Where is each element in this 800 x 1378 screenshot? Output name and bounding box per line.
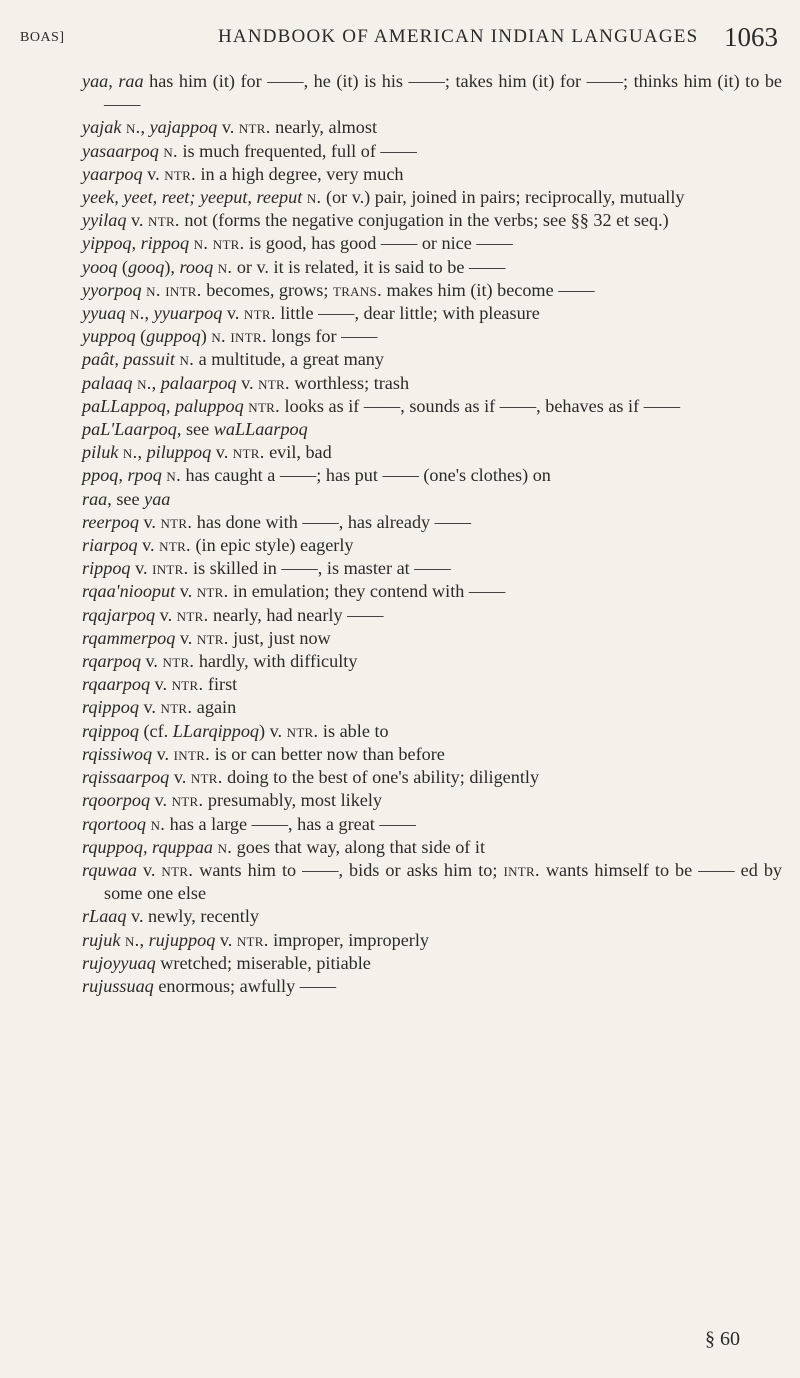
headword: rLaaq: [82, 906, 127, 927]
dictionary-entry: [82, 488, 782, 511]
grammar-abbrev: intr.: [165, 279, 202, 300]
entry-text: worthless; trash: [289, 372, 410, 393]
dictionary-entry: [82, 256, 782, 279]
grammar-abbrev: intr.: [152, 558, 189, 579]
headword: paLLappoq, paluppoq: [82, 395, 244, 416]
entry-list: [82, 70, 782, 998]
grammar-abbrev: n.: [125, 117, 141, 138]
headword: gooq: [127, 256, 165, 277]
entry-text: is skilled in ——, is master at ——: [188, 558, 451, 579]
dictionary-entry: [82, 975, 782, 998]
headword: raa: [82, 488, 108, 509]
dictionary-entry: [82, 279, 782, 302]
grammar-abbrev: ntr.: [232, 442, 265, 463]
headword: rqissiwoq: [82, 743, 153, 764]
headword: palaarpoq: [160, 372, 237, 393]
dictionary-entry: [82, 186, 782, 209]
grammar-abbrev: ntr.: [196, 627, 229, 648]
grammar-abbrev: n.: [129, 303, 145, 324]
headword: rujuppoq: [148, 929, 216, 950]
grammar-abbrev: intr.: [503, 859, 540, 880]
entry-text: goes that way, along that side of it: [232, 836, 486, 857]
grammar-abbrev: n.: [124, 929, 140, 950]
dictionary-entry: [82, 859, 782, 905]
grammar-abbrev: ntr.: [258, 372, 290, 393]
grammar-abbrev: intr.: [173, 743, 211, 764]
entry-text: (: [135, 326, 147, 347]
book-title: HANDBOOK OF AMERICAN INDIAN LANGUAGES: [218, 26, 699, 47]
grammar-abbrev: ntr.: [159, 535, 191, 556]
entry-text: improper, improperly: [268, 929, 430, 950]
headword: yyuarpoq: [153, 303, 223, 324]
dictionary-entry: [82, 511, 782, 534]
grammar-abbrev: n.: [211, 326, 226, 347]
grammar-abbrev: n.: [217, 256, 233, 277]
entry-text: just, just now: [228, 627, 331, 648]
entry-text: v.: [136, 859, 162, 880]
entry-text: v.: [137, 535, 160, 556]
dictionary-entry: [82, 325, 782, 348]
entry-text: wants him to ——, bids or asks him to;: [193, 859, 504, 880]
grammar-abbrev: ntr.: [164, 163, 196, 184]
entry-text: ,: [144, 303, 154, 324]
grammar-abbrev: ntr.: [171, 790, 204, 811]
dictionary-entry: [82, 140, 782, 163]
dictionary-entry: [82, 720, 782, 743]
headword: piluk: [82, 442, 119, 463]
entry-text: has a large ——, has a great ——: [165, 813, 416, 834]
headword: yuppoq: [82, 326, 136, 347]
grammar-abbrev: ntr.: [248, 395, 280, 416]
headword: yasaarpoq: [82, 140, 159, 161]
entry-text: v.: [142, 163, 165, 184]
headword: rqippoq: [82, 720, 139, 741]
headword: rqippoq: [82, 697, 139, 718]
headword: rujuk: [82, 929, 121, 950]
entry-text: is good, has good —— or nice ——: [244, 233, 513, 254]
grammar-abbrev: n.: [163, 140, 178, 161]
grammar-abbrev: ntr.: [160, 511, 193, 532]
entry-text: v.: [140, 651, 163, 672]
grammar-abbrev: ntr.: [190, 767, 223, 788]
grammar-abbrev: n.: [137, 372, 152, 393]
entry-text: v.: [150, 790, 172, 811]
entry-text: presumably, most likely: [203, 790, 383, 811]
entry-text: in a high degree, very much: [195, 163, 404, 184]
dictionary-entry: [82, 116, 782, 139]
entry-text: v.: [211, 442, 233, 463]
grammar-abbrev: n.: [146, 279, 161, 300]
entry-text: has done with ——, has already ——: [192, 511, 472, 532]
dictionary-entry: [82, 929, 782, 952]
entry-text: v.: [150, 674, 172, 695]
entry-text: ,: [151, 372, 161, 393]
entry-text: longs for ——: [266, 326, 378, 347]
page-number: 1063: [724, 22, 778, 52]
headword: rqoorpoq: [82, 790, 151, 811]
entry-text: in emulation; they contend with ——: [228, 581, 506, 602]
entry-text: enormous; awfully ——: [153, 975, 337, 996]
dictionary-entry: [82, 163, 782, 186]
headword: rujoyyuaq: [82, 952, 156, 973]
entry-text: v.: [138, 511, 161, 532]
grammar-abbrev: ntr.: [212, 233, 245, 254]
headword: rqarpoq: [82, 651, 141, 672]
grammar-abbrev: ntr.: [286, 720, 319, 741]
entry-text: doing to the best of one's ability; diligently: [222, 767, 540, 788]
headword: riarpoq: [82, 535, 138, 556]
grammar-abbrev: ntr.: [243, 303, 276, 324]
grammar-abbrev: n.: [179, 349, 195, 370]
entry-text: (: [117, 256, 128, 277]
grammar-abbrev: n.: [122, 442, 138, 463]
grammar-abbrev: ntr.: [196, 581, 229, 602]
dictionary-entry: [82, 580, 782, 603]
headword: yyilaq: [82, 210, 127, 231]
entry-text: ,: [139, 929, 149, 950]
headword: rqajarpoq: [82, 604, 156, 625]
entry-text: (or v.) pair, joined in pairs; reciprocally, mutually: [321, 187, 685, 208]
headword: rquwaa: [82, 859, 137, 880]
entry-text: v.: [175, 581, 197, 602]
dictionary-entry: [82, 441, 782, 464]
dictionary-entry: [82, 766, 782, 789]
grammar-abbrev: trans.: [332, 279, 382, 300]
grammar-abbrev: n.: [306, 187, 322, 208]
headword: yajak: [82, 117, 122, 138]
dictionary-entry: [82, 650, 782, 673]
headword: LLarqippoq: [172, 720, 260, 741]
entry-text: has caught a ——; has put —— (one's clothes) on: [180, 465, 551, 486]
entry-text: ),: [164, 256, 180, 277]
entry-text: has him (it) for ——, he (it) is his ——; takes him (it) for ——; thinks him (it) to be ——: [104, 71, 782, 115]
dictionary-entry: [82, 418, 782, 441]
dictionary-entry: [82, 789, 782, 812]
entry-text: wretched; miserable, pitiable: [155, 952, 371, 973]
headword: palaaq: [82, 372, 133, 393]
entry-text: v.: [175, 627, 197, 648]
entry-text: v.: [138, 697, 161, 718]
entry-text: v.: [236, 372, 259, 393]
dictionary-entry: [82, 348, 782, 371]
entry-text: ): [200, 326, 212, 347]
entry-text: v. newly, recently: [126, 906, 259, 927]
entry-text: makes him (it) become ——: [381, 279, 595, 300]
headword: yaarpoq: [82, 163, 143, 184]
entry-text: (cf.: [138, 720, 173, 741]
headword: rquppoq, rquppaa: [82, 836, 214, 857]
entry-text: not (forms the negative conjugation in the verbs; see §§ 32 et seq.): [179, 210, 669, 231]
section-marker: § 60: [705, 1328, 740, 1350]
entry-text: v.: [126, 210, 149, 231]
dictionary-entry: [82, 673, 782, 696]
headword: rujussuaq: [82, 975, 154, 996]
entry-text: nearly, had nearly ——: [208, 604, 384, 625]
entry-text: ,: [137, 442, 147, 463]
entry-text: evil, bad: [264, 442, 332, 463]
dictionary-entry: [82, 372, 782, 395]
entry-text: ,: [140, 117, 150, 138]
entry-text: , see: [176, 419, 214, 440]
dictionary-entry: [82, 627, 782, 650]
dictionary-entry: [82, 464, 782, 487]
entry-text: (in epic style) eagerly: [190, 535, 354, 556]
headword: guppoq: [146, 326, 201, 347]
headword: rqortooq: [82, 813, 147, 834]
headword: rqissaarpoq: [82, 767, 170, 788]
entry-text: v.: [130, 558, 153, 579]
entry-text: looks as if ——, sounds as if ——, behaves as if ——: [280, 395, 681, 416]
grammar-abbrev: ntr.: [148, 210, 180, 231]
author-tag: BOAS]: [20, 30, 65, 45]
headword: rqammerpoq: [82, 627, 176, 648]
entry-text: is able to: [318, 720, 389, 741]
dictionary-entry: [82, 952, 782, 975]
dictionary-entry: [82, 557, 782, 580]
dictionary-entry: [82, 302, 782, 325]
dictionary-entry: [82, 209, 782, 232]
entry-text: little ——, dear little; with pleasure: [275, 303, 540, 324]
grammar-abbrev: ntr.: [171, 674, 204, 695]
entry-text: is much frequented, full of ——: [177, 140, 417, 161]
grammar-abbrev: ntr.: [238, 117, 271, 138]
grammar-abbrev: n.: [150, 813, 166, 834]
headword: rooq: [179, 256, 214, 277]
dictionary-entry: [82, 743, 782, 766]
entry-text: nearly, almost: [270, 117, 377, 138]
grammar-abbrev: ntr.: [161, 859, 194, 880]
grammar-abbrev: ntr.: [236, 929, 269, 950]
headword: yaa, raa: [82, 71, 144, 91]
dictionary-entry: [82, 604, 782, 627]
entry-text: becomes, grows;: [201, 279, 333, 300]
dictionary-entry: [82, 905, 782, 928]
headword: yyuaq: [82, 303, 126, 324]
grammar-abbrev: ntr.: [162, 651, 195, 672]
entry-text: a multitude, a great many: [194, 349, 384, 370]
grammar-abbrev: n.: [217, 836, 233, 857]
headword: paât, passuit: [82, 349, 175, 370]
entry-text: v.: [155, 604, 177, 625]
grammar-abbrev: n.: [166, 465, 181, 486]
headword: reerpoq: [82, 511, 139, 532]
grammar-abbrev: intr.: [230, 326, 267, 347]
headword: rippoq: [82, 558, 131, 579]
entry-text: first: [203, 674, 238, 695]
headword: yooq: [82, 256, 118, 277]
headword: yajappoq: [149, 117, 218, 138]
dictionary-entry: [82, 395, 782, 418]
entry-text: wants himself to be —— ed by some one else: [104, 859, 783, 904]
entry-text: ) v.: [259, 720, 287, 741]
running-header: [20, 22, 778, 62]
headword: ppoq, rpoq: [82, 465, 162, 486]
headword: yippoq, rippoq: [82, 233, 190, 254]
entry-text: is or can better now than before: [210, 743, 445, 764]
entry-text: v.: [215, 929, 237, 950]
entry-text: v.: [217, 117, 239, 138]
entry-text: v.: [152, 743, 174, 764]
entry-text: hardly, with difficulty: [194, 651, 358, 672]
grammar-abbrev: n.: [193, 233, 209, 254]
dictionary-entry: [82, 232, 782, 255]
headword: piluppoq: [146, 442, 212, 463]
headword: yaa: [144, 488, 171, 509]
entry-text: v.: [222, 303, 244, 324]
entry-text: again: [192, 697, 237, 718]
entry-text: , see: [107, 488, 145, 509]
headword: waLLaarpoq: [213, 419, 308, 440]
dictionary-entry: [82, 70, 782, 116]
entry-text: or v. it is related, it is said to be ——: [232, 256, 506, 277]
dictionary-entry: [82, 836, 782, 859]
headword: paL'Laarpoq: [82, 419, 177, 440]
headword: yeek, yeet, reet; yeeput, reeput: [82, 187, 303, 208]
headword: rqaarpoq: [82, 674, 151, 695]
grammar-abbrev: ntr.: [160, 697, 193, 718]
grammar-abbrev: ntr.: [176, 604, 209, 625]
dictionary-entry: [82, 534, 782, 557]
dictionary-entry: [82, 696, 782, 719]
entry-text: v.: [169, 767, 191, 788]
headword: rqaa'niooput: [82, 581, 176, 602]
dictionary-entry: [82, 813, 782, 836]
headword: yyorpoq: [82, 279, 142, 300]
